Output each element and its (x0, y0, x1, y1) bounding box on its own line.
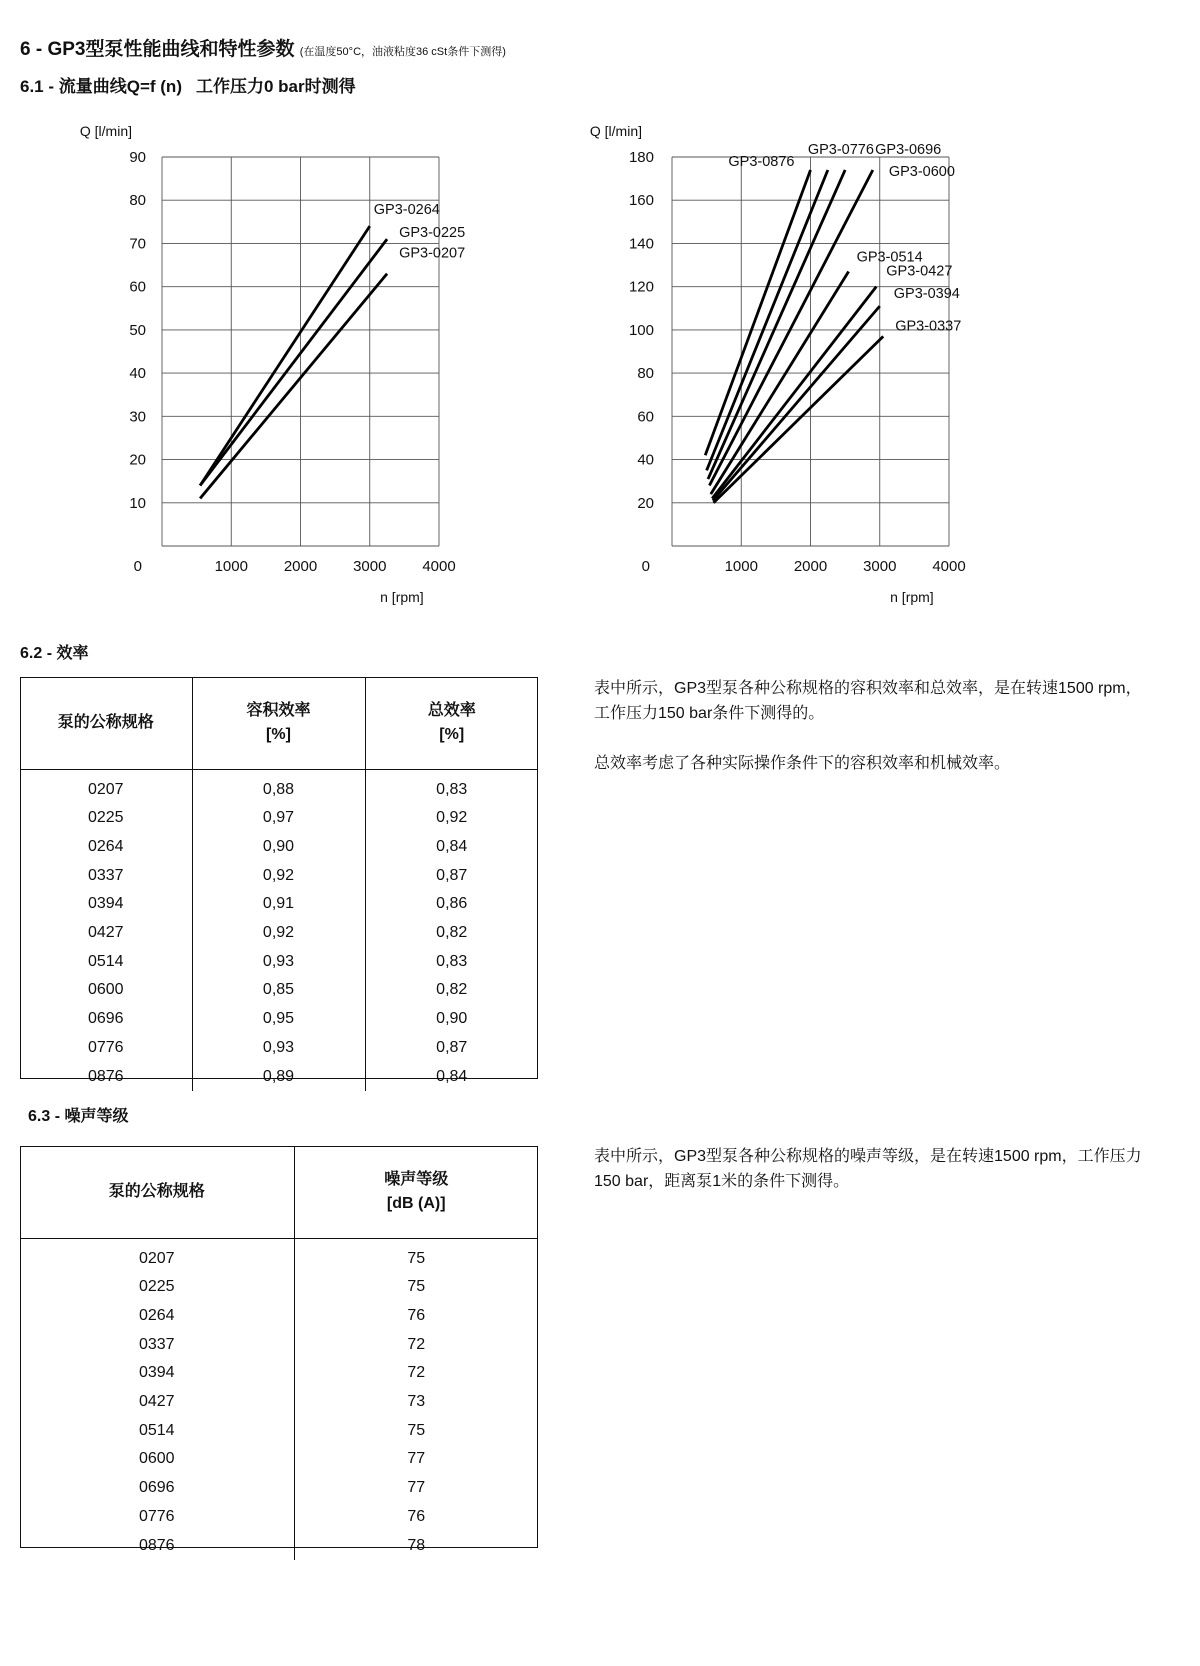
flow-chart-right (560, 105, 1180, 615)
table-row (20, 1034, 538, 1063)
table-cell: 0,84 (365, 1063, 538, 1092)
table-cell: 0,84 (365, 833, 538, 862)
title-main: 6 - GP3型泵性能曲线和特性参数 (20, 39, 295, 60)
table-cell: 0,92 (192, 862, 365, 891)
table-row (20, 1238, 538, 1273)
table-cell: 0,83 (365, 769, 538, 804)
table-cell: 78 (294, 1532, 538, 1561)
table-row (20, 1005, 538, 1034)
noise-description (594, 1144, 1154, 1219)
series-label: GP3-0696 (875, 141, 942, 158)
table-cell: 0225 (87, 809, 124, 827)
efficiency-description (594, 676, 1154, 801)
series-label: GP3-0514 (856, 249, 923, 266)
x-tick-label: 2000 (793, 558, 828, 575)
table-row (20, 1302, 538, 1331)
table-cell: 77 (294, 1445, 538, 1474)
table-cell: 0514 (87, 952, 124, 970)
y-tick-label: 60 (129, 278, 146, 296)
series-label: GP3-0207 (399, 245, 466, 262)
series-label: GP3-0876 (728, 153, 795, 170)
x-axis-label: n [rpm] (380, 589, 424, 605)
y-tick-label: 80 (129, 192, 146, 210)
header-noise-level: 噪声等级 [dB (A)] (294, 1146, 538, 1238)
table-cell: 0394 (87, 895, 124, 913)
table-row (20, 1063, 538, 1092)
table-cell: 0,95 (192, 1005, 365, 1034)
y-tick-label: 80 (637, 365, 654, 383)
series-label: GP3-0225 (399, 225, 466, 242)
x-tick-label: 3000 (353, 558, 387, 575)
table-cell: 0,90 (365, 1005, 538, 1034)
table-cell: 0876 (87, 1067, 124, 1085)
table-cell: 0,85 (192, 976, 365, 1005)
x-tick-label: 0 (641, 558, 650, 575)
table-cell: 0696 (87, 1010, 124, 1028)
section-6-3-title: 6.3 - 噪声等级 (28, 1108, 129, 1125)
table-cell: 73 (294, 1388, 538, 1417)
table-row (20, 890, 538, 919)
table-row (20, 1503, 538, 1532)
series-label: GP3-0394 (893, 286, 960, 303)
table-cell: 0207 (87, 780, 124, 798)
x-axis-label: n [rpm] (890, 589, 934, 605)
table-row (20, 1417, 538, 1446)
y-tick-label: 120 (628, 278, 654, 296)
series-label: GP3-0776 (807, 141, 874, 158)
table-cell: 77 (294, 1474, 538, 1503)
x-tick-label: 4000 (932, 558, 966, 575)
y-tick-label: 50 (129, 321, 146, 339)
y-tick-label: 60 (637, 408, 654, 426)
table-cell: 72 (294, 1331, 538, 1360)
y-tick-label: 90 (129, 149, 146, 166)
table-cell: 75 (294, 1417, 538, 1446)
table-cell: 0427 (138, 1393, 175, 1411)
table-cell: 75 (294, 1273, 538, 1302)
table-cell: 0776 (138, 1507, 175, 1525)
series-label: GP3-0264 (373, 202, 440, 219)
table-row (20, 948, 538, 977)
table-cell: 0,92 (365, 804, 538, 833)
y-tick-label: 180 (628, 149, 654, 166)
header-total-efficiency: 总效率 [%] (365, 677, 538, 769)
x-tick-label: 4000 (422, 558, 456, 575)
table-cell: 76 (294, 1503, 538, 1532)
x-tick-label: 1000 (724, 558, 758, 575)
efficiency-para-2: 总效率考虑了各种实际操作条件下的容积效率和机械效率。 (594, 755, 1011, 772)
section-6-1-title: 6.1 - 流量曲线Q=f (n) (20, 77, 182, 96)
series-line-gp3-0696 (708, 170, 845, 479)
series-label: GP3-0427 (886, 263, 953, 280)
table-cell: 0,88 (192, 769, 365, 804)
table-cell: 0264 (87, 837, 124, 855)
flow-chart-left (0, 105, 560, 615)
table-cell: 0,83 (365, 948, 538, 977)
table-cell: 0394 (138, 1364, 175, 1382)
table-cell: 75 (294, 1238, 538, 1273)
table-cell: 0337 (138, 1335, 175, 1353)
y-tick-label: 70 (129, 235, 146, 253)
table-cell: 0876 (138, 1536, 175, 1554)
table-row (20, 1388, 538, 1417)
efficiency-para-1: 表中所示，GP3型泵各种公称规格的容积效率和总效率，是在转速1500 rpm，工作压力150 bar条件下测得的。 (594, 680, 1142, 722)
page-title (20, 34, 506, 61)
table-cell: 0,90 (192, 833, 365, 862)
table-cell: 76 (294, 1302, 538, 1331)
table-row (20, 1532, 538, 1561)
table-cell: 0337 (87, 866, 124, 884)
table-row (20, 919, 538, 948)
x-tick-label: 3000 (863, 558, 897, 575)
table-cell: 0,91 (192, 890, 365, 919)
table-cell: 0207 (138, 1249, 175, 1267)
section-6-2-title: 6.2 - 效率 (20, 645, 89, 662)
table-cell: 0776 (87, 1038, 124, 1056)
noise-table (20, 1146, 538, 1560)
table-cell: 0696 (138, 1479, 175, 1497)
table-cell: 0427 (87, 924, 124, 942)
y-axis-label: Q [l/min] (589, 123, 642, 139)
table-row (20, 804, 538, 833)
title-conditions: (在温度50°C，油液粘度36 cSt条件下测得) (299, 46, 506, 58)
table-cell: 0600 (138, 1450, 175, 1468)
y-tick-label: 40 (129, 365, 146, 383)
y-tick-label: 140 (628, 235, 654, 253)
table-row (20, 1359, 538, 1388)
section-6-1-note: 工作压力0 bar时测得 (195, 77, 356, 96)
table-row (20, 1474, 538, 1503)
table-row (20, 1331, 538, 1360)
table-cell: 0,93 (192, 948, 365, 977)
table-row (20, 1445, 538, 1474)
y-axis-label: Q [l/min] (79, 123, 132, 139)
table-cell: 0264 (138, 1306, 175, 1324)
series-line-gp3-0600 (709, 170, 872, 486)
x-tick-label: 0 (133, 558, 142, 575)
x-tick-label: 2000 (283, 558, 318, 575)
table-row (20, 833, 538, 862)
series-label: GP3-0600 (888, 163, 955, 180)
table-cell: 0600 (87, 981, 124, 999)
series-line-gp3-0207 (200, 274, 387, 499)
y-tick-label: 20 (129, 451, 146, 469)
header-size: 泵的公称规格 (20, 1146, 294, 1238)
table-row (20, 769, 538, 804)
series-line-gp3-0225 (200, 239, 387, 485)
table-cell: 0,92 (192, 919, 365, 948)
header-size: 泵的公称规格 (20, 677, 192, 769)
table-cell: 0,89 (192, 1063, 365, 1092)
table-row (20, 976, 538, 1005)
efficiency-table (20, 677, 538, 1091)
series-line-gp3-0394 (713, 306, 880, 501)
y-tick-label: 10 (129, 494, 146, 512)
y-tick-label: 100 (628, 321, 654, 339)
table-cell: 0,87 (365, 1034, 538, 1063)
x-tick-label: 1000 (214, 558, 248, 575)
table-cell: 0,97 (192, 804, 365, 833)
table-cell: 0,82 (365, 976, 538, 1005)
series-line-gp3-0264 (200, 226, 370, 485)
table-cell: 72 (294, 1359, 538, 1388)
table-cell: 0,86 (365, 890, 538, 919)
noise-para: 表中所示，GP3型泵各种公称规格的噪声等级，是在转速1500 rpm，工作压力150 bar，距离泵1米的条件下测得。 (594, 1148, 1142, 1190)
series-line-gp3-0876 (705, 170, 810, 455)
y-tick-label: 30 (129, 408, 146, 426)
table-row (20, 862, 538, 891)
table-cell: 0,93 (192, 1034, 365, 1063)
table-cell: 0514 (138, 1421, 175, 1439)
y-tick-label: 160 (628, 192, 654, 210)
y-tick-label: 40 (637, 451, 654, 469)
y-tick-label: 20 (637, 494, 654, 512)
table-cell: 0,82 (365, 919, 538, 948)
table-cell: 0,87 (365, 862, 538, 891)
section-6-1-heading (20, 72, 356, 97)
table-cell: 0225 (138, 1278, 175, 1296)
series-label: GP3-0337 (895, 318, 962, 335)
table-row (20, 1273, 538, 1302)
header-volumetric-efficiency: 容积效率 [%] (192, 677, 365, 769)
